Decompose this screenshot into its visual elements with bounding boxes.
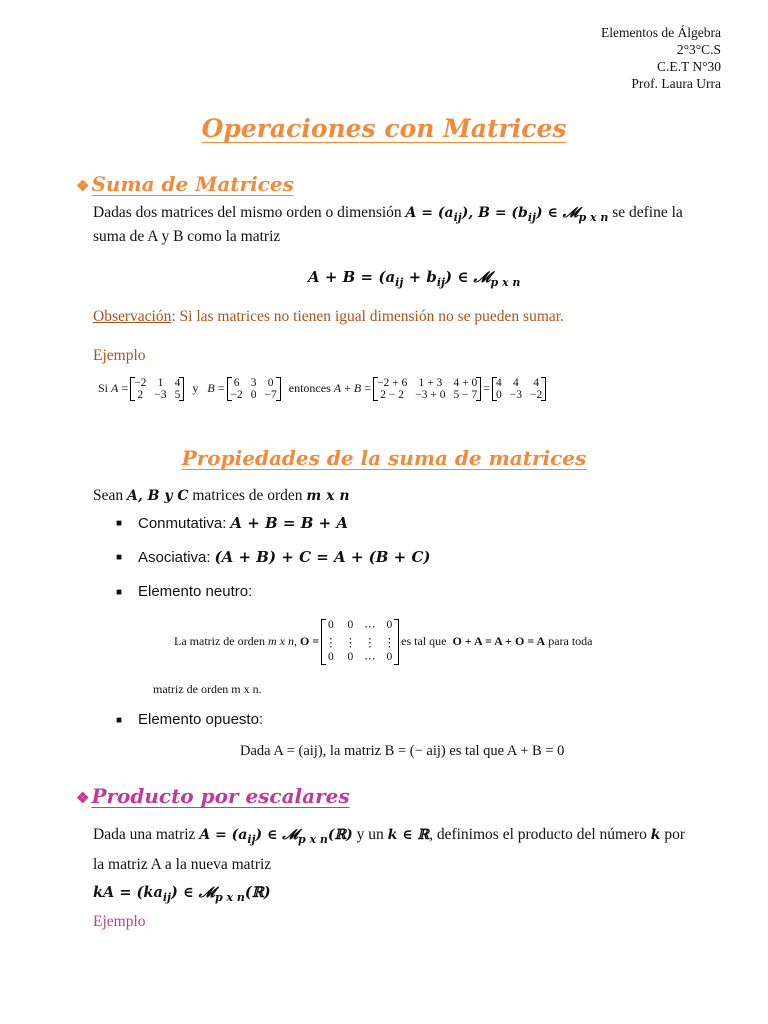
property-opuesto: Elemento opuesto: <box>138 711 264 728</box>
producto-line1 <box>93 824 685 851</box>
suma-intro-end: se define la <box>612 204 683 221</box>
header-class: 2°3°C.S <box>676 42 721 57</box>
producto-text-b: y un <box>356 826 384 843</box>
prop-intro-a: Sean <box>93 487 124 504</box>
section-heading-text: Suma de Matrices <box>91 172 294 196</box>
producto-math-k: k ∈ ℝ <box>387 827 430 843</box>
suma-intro <box>93 202 683 229</box>
matrix-cell: 0 <box>250 389 257 401</box>
prop1-math: A + B = B + A <box>230 514 349 532</box>
observation-label: Observación <box>93 308 172 325</box>
matrix-cell: −2 + 6 <box>377 377 408 389</box>
producto-text-a: Dada una matriz <box>93 826 196 843</box>
property-asociativa <box>138 548 431 567</box>
page-title: Operaciones con Matrices <box>201 114 567 143</box>
matrix-cell: 0 <box>347 619 354 631</box>
matrix-cell: 6 <box>233 377 240 389</box>
matrix-cell: −2 <box>134 377 147 389</box>
property-neutro: Elemento neutro: <box>138 583 253 600</box>
matrix-cell: 0 <box>328 651 334 663</box>
propiedades-intro <box>93 485 350 507</box>
matrix-cell: −7 <box>264 389 277 401</box>
neutral-text-b: es tal que <box>401 633 447 648</box>
prop2-math: (A + B) + C = A + (B + C) <box>214 548 431 566</box>
matrix-cell: 4 <box>513 377 519 389</box>
suma-formula: $A + B = (a_{ij} + b_{ij})$ ∈ 𝓜$_{p x n}$ <box>308 268 521 289</box>
observation <box>93 308 564 326</box>
bullet-icon: ■ <box>116 518 123 529</box>
matrix-cell: 3 <box>250 377 257 389</box>
matrix-cell: 2 <box>137 389 144 401</box>
suma-intro-text: Dadas dos matrices del mismo orden o dimensión <box>93 204 402 221</box>
matrix-cell: ⋮ <box>383 637 396 649</box>
matrix-cell: 4 + 0 <box>453 377 478 389</box>
matrix-cell: −3 + 0 <box>415 389 446 401</box>
matrix-cell: 5 <box>174 389 181 401</box>
producto-math-a: $A = (a_{ij})$ ∈ 𝓜$_{p x n}$(ℝ) <box>199 827 353 846</box>
matrix-cell: 0 <box>267 377 274 389</box>
neutral-text-c: para toda <box>548 633 593 648</box>
matrix-cell: −3 <box>154 389 167 401</box>
ex-si: Si <box>98 380 109 395</box>
producto-formula: kA = $(ka_{ij})$ ∈ 𝓜$_{p x n}$(ℝ) <box>93 884 271 904</box>
matrix-sum <box>374 377 480 401</box>
neutral-line2: matriz de orden m x n. <box>153 682 262 696</box>
matrix-cell: ⋯ <box>364 621 376 633</box>
ex-entonces: entonces <box>288 380 331 395</box>
matrix-cell: 0 <box>386 619 393 631</box>
matrix-cell: 0 <box>328 619 334 631</box>
matrix-cell: ⋮ <box>325 637 337 649</box>
neutral-text-a: La matriz de orden <box>174 633 265 648</box>
neutral-element <box>174 619 593 665</box>
zero-matrix <box>322 619 398 665</box>
property-conmutativa <box>138 514 348 533</box>
header-teacher: Prof. Laura Urra <box>631 76 721 91</box>
opposite-formula: Dada A = (aij), la matriz B = (− aij) es tal que A + B = 0 <box>240 743 565 759</box>
example-label: Ejemplo <box>93 347 146 364</box>
matrix-cell: 2 − 2 <box>380 389 404 401</box>
matrix-cell: 4 <box>496 377 502 389</box>
prop2-label: Asociativa: <box>138 549 211 566</box>
matrix-a <box>131 377 183 401</box>
matrix-cell: −2 <box>230 389 243 401</box>
matrix-cell: ⋮ <box>344 637 357 649</box>
header-subject: Elementos de Álgebra <box>601 25 721 40</box>
neutral-order: m x n, <box>267 633 297 648</box>
sum-example: Si A = −2 1 4 2 −3 5 y B = 6 3 0 −2 0 −7 entonces A + B = −2 + 6 1 + 3 4 + 0 2 − 2 −3 + 0 5 − 7 = 4 4 4 0 −3 −2 <box>98 377 545 401</box>
diamond-bullet-icon: ❖ <box>76 789 90 807</box>
bullet-icon: ■ <box>116 552 123 563</box>
matrix-cell: ⋮ <box>364 637 376 649</box>
matrix-cell: 1 <box>157 377 164 389</box>
observation-text: : Si las matrices no tienen igual dimensión no se pueden sumar. <box>171 308 564 325</box>
matrix-cell: −2 <box>530 389 543 401</box>
matrix-cell: 4 <box>174 377 181 389</box>
prop-intro-order: m x n <box>306 488 350 504</box>
neutral-O: O = <box>299 633 320 648</box>
producto-line2: la matriz A a la nueva matriz <box>93 856 272 873</box>
producto-text-c: , definimos el producto del número <box>429 826 647 843</box>
course-header <box>601 24 721 92</box>
section-heading-propiedades: Propiedades de la suma de matrices <box>181 446 587 470</box>
matrix-cell: −3 <box>509 389 522 401</box>
suma-intro-line2: suma de A y B como la matriz <box>93 228 281 245</box>
section-heading-producto <box>76 784 350 808</box>
header-school: C.E.T N°30 <box>656 59 721 74</box>
neutral-eq: O + A = A + O = A <box>452 633 546 648</box>
bullet-icon: ■ <box>116 715 123 726</box>
ex-y: y <box>192 380 199 395</box>
matrix-cell: 0 <box>496 389 502 401</box>
matrix-result <box>493 377 545 401</box>
prop-intro-b: matrices de orden <box>192 487 303 504</box>
matrix-cell: 0 <box>347 651 354 663</box>
section-heading-suma <box>76 172 294 196</box>
prop1-label: Conmutativa: <box>138 515 227 532</box>
bullet-icon: ■ <box>116 587 123 598</box>
matrix-cell: 0 <box>386 651 393 663</box>
matrix-cell: 5 − 7 <box>453 389 478 401</box>
prop-intro-vars: A, B y C <box>127 488 189 504</box>
matrix-cell: 4 <box>533 377 539 389</box>
section-heading-text: Producto por escalares <box>91 784 350 808</box>
matrix-b <box>228 377 280 401</box>
matrix-cell: ⋯ <box>364 653 376 665</box>
suma-intro-math: $A = (a_{ij})$, $B = (b_{ij})$ ∈ 𝓜$_{p x n}$ <box>405 205 609 224</box>
producto-text-d: por <box>664 826 686 843</box>
producto-math-k2: k <box>650 827 661 843</box>
matrix-cell: 1 + 3 <box>418 377 443 389</box>
producto-example-label: Ejemplo <box>93 913 146 930</box>
diamond-bullet-icon: ❖ <box>76 177 90 195</box>
